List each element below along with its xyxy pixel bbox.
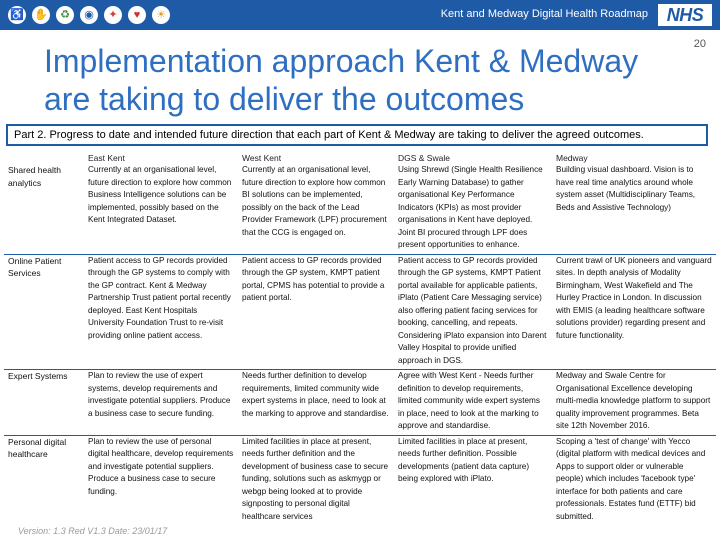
- table-row: [4, 435, 716, 525]
- recycle-icon: ♻: [56, 6, 74, 24]
- column-header-dgs-swale: DGS & Swale: [398, 153, 450, 163]
- table-cell: Building visual dashboard. Vision is to have real time analytics around whole system asset (Multidisciplinary Teams, Beds and Assistive Technology): [556, 165, 696, 212]
- table-cell: Scoping a 'test of change' with Yecco (digital platform with medical devices and Apps to support older or vulnerable people) which includes 'facebook type' interface for both patients and care professionals. Estates fund (ETTF) bid submitted.: [552, 435, 716, 525]
- version-footer: Version: 1.3 Red V1.3 Date: 23/01/17: [18, 526, 168, 536]
- sun-icon: ☀: [152, 6, 170, 24]
- column-header-west-kent: West Kent: [242, 153, 282, 163]
- table-cell: Plan to review the use of expert systems, develop requirements and investigate potential suppliers. Produce a business case to secure funding.: [84, 370, 238, 436]
- table-cell: Currently at an organisational level, future direction to explore how common BI solutions can be implemented, possibly on the back of the Lead Provider Framework (LPF) procurement that the CCG is engaged on.: [242, 165, 387, 237]
- table-row: [4, 370, 716, 436]
- nhs-logo: NHS: [658, 4, 712, 26]
- row-label: Shared health analytics: [8, 165, 61, 188]
- table-cell: Limited facilities in place at present, needs further definition. Possible developments (patient data capture) being explored with iPlato.: [394, 435, 552, 525]
- table-cell: Current trawl of UK pioneers and vanguard sites. In depth analysis of Modality Birmingham, West Wakefield and The Hurley Practice in London. In discussion with EMIS (a leading healthcare software solutions provider) regarding present and future functionality.: [552, 254, 716, 370]
- section-banner: Part 2. Progress to date and intended future direction that each part of Kent & Medway are taking to deliver the agreed outcomes.: [6, 124, 708, 146]
- table-cell: Medway and Swale Centre for Organisational Excellence developing multi-media knowledge platform to support quality improvement programmes. Beta site 12th November 2016.: [552, 370, 716, 436]
- column-header-blank: [4, 150, 84, 164]
- table-cell: Currently at an organisational level, future direction to explore how common Business Intelligence solutions can be implemented, possibly based on the Kent Integrated Dataset.: [88, 165, 232, 224]
- row-label: Expert Systems: [4, 370, 84, 436]
- table-cell: Needs further definition to develop requirements, limited community wide expert systems in place, need to look at the marking to approve and standardise.: [238, 370, 394, 436]
- header-bar: [0, 0, 720, 30]
- header-title: Kent and Medway Digital Health Roadmap: [440, 8, 648, 20]
- header-icon-row: [8, 6, 170, 24]
- running-person-icon: ✦: [104, 6, 122, 24]
- hand-icon: ✋: [32, 6, 50, 24]
- heart-icon: ♥: [128, 6, 146, 24]
- table-cell: Patient access to GP records provided through the GP systems to comply with the GP contract. Kent & Medway Partnership Trust patient portal recently deployed. East Kent Hospitals University Foundation Trust to re-visit providing online patient access.: [84, 254, 238, 370]
- table-header-row: [4, 150, 716, 164]
- table-cell: Using Shrewd (Single Health Resilience Early Warning Database) to gather organisational Key Performance Indicators (KPIs) as most provider organisations in Kent have deployed. Joint BI procured through LPF does present opportunities to enhance.: [398, 165, 543, 249]
- progress-table: [4, 150, 716, 525]
- wheelchair-icon: ♿: [8, 6, 26, 24]
- eye-icon: ◉: [80, 6, 98, 24]
- table-row: [4, 164, 716, 254]
- table-cell: Limited facilities in place at present, needs further definition and the development of business case to secure funding, solutions such as askmygp or webgp being looked at to provide signposting to personal digital healthcare services: [238, 435, 394, 525]
- table-cell: Patient access to GP records provided through the GP system, KMPT patient portal, CPMS has potential to provide a patient portal.: [238, 254, 394, 370]
- table-cell: Agree with West Kent - Needs further definition to develop requirements, limited community wide expert systems in place, need to look at the marking to approve and standardise.: [394, 370, 552, 436]
- row-label: Personal digital healthcare: [4, 435, 84, 525]
- table-row: [4, 254, 716, 370]
- table-cell: Patient access to GP records provided through the GP systems, KMPT Patient portal available for applicable patients, iPlato (Patient Care Messaging service) also offering patient facing services for booking, cancelling, and repeats. Considering iPlato expansion into Darent Valley Hospital to provide unified approach in DGS.: [394, 254, 552, 370]
- column-header-medway: Medway: [556, 153, 588, 163]
- page-number: 20: [693, 38, 706, 50]
- column-header-east-kent: East Kent: [88, 153, 125, 163]
- table-cell: Plan to review the use of personal digital healthcare, develop requirements and investigate potential suppliers. Produce a business case to secure funding.: [84, 435, 238, 525]
- row-label: Online Patient Services: [4, 254, 84, 370]
- page-title: Implementation approach Kent & Medway are taking to deliver the outcomes: [44, 43, 639, 117]
